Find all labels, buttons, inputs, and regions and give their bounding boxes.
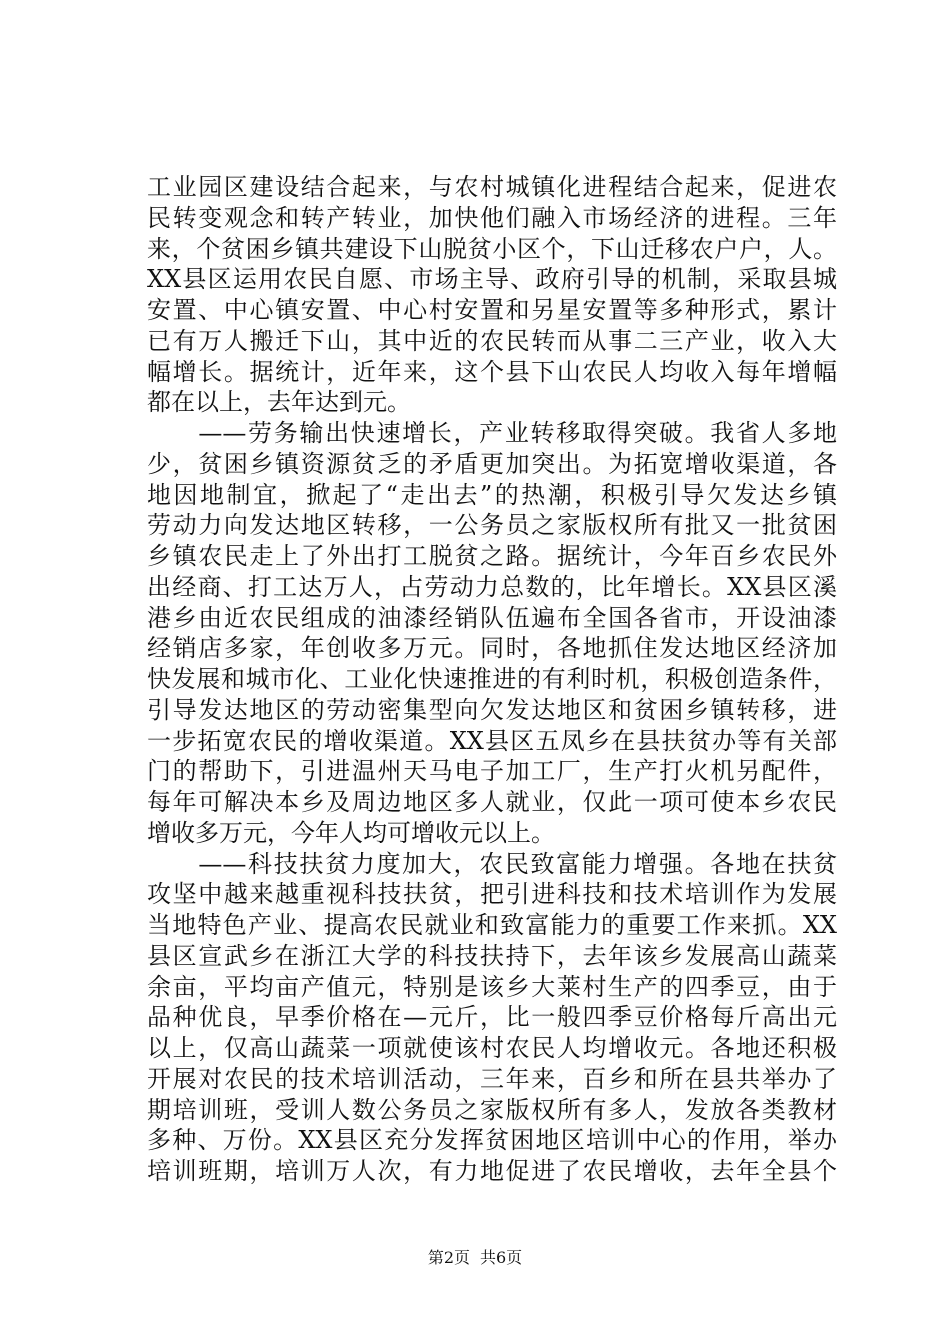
text-line: 攻坚中越来越重视科技扶贫，把引进科技和技术培训作为发展 bbox=[147, 880, 837, 909]
body-text bbox=[147, 172, 837, 1187]
text-line: 以上，仅高山蔬菜一项就使该村农民人均增收元。各地还积极 bbox=[147, 1034, 837, 1062]
text-line: 余亩，平均亩产值元，特别是该乡大莱村生产的四季豆，由于 bbox=[147, 972, 837, 1001]
text-line: 少，贫困乡镇资源贫乏的矛盾更加突出。为拓宽增收渠道，各 bbox=[147, 449, 837, 478]
text-line: 民转变观念和转产转业，加快他们融入市场经济的进程。三年 bbox=[147, 203, 837, 232]
text-line: 品种优良，早季价格在—元斤，比一般四季豆价格每斤高出元 bbox=[147, 1003, 837, 1032]
page-total: 共6页 bbox=[480, 1248, 523, 1267]
text-line: 县区宣武乡在浙江大学的科技扶持下，去年该乡发展高山蔬菜 bbox=[147, 941, 837, 970]
text-line: 幅增长。据统计，近年来，这个县下山农民人均收入每年增幅 bbox=[147, 357, 837, 386]
text-line: 乡镇农民走上了外出打工脱贫之路。据统计，今年百乡农民外 bbox=[147, 542, 837, 570]
text-line: 增收多万元，今年人均可增收元以上。 bbox=[147, 818, 555, 847]
text-line: 地因地制宜，掀起了“走出去”的热潮，积极引导欠发达乡镇 bbox=[147, 480, 837, 509]
text-line: XX县区运用农民自愿、市场主导、政府引导的机制，采取县城 bbox=[147, 265, 837, 294]
text-line: 一步拓宽农民的增收渠道。XX县区五凤乡在县扶贫办等有关部 bbox=[147, 726, 837, 755]
text-line: 经销店多家，年创收多万元。同时，各地抓住发达地区经济加 bbox=[147, 634, 837, 663]
text-line: 培训班期，培训万人次，有力地促进了农民增收，去年全县个 bbox=[147, 1157, 837, 1185]
text-line: ——劳务输出快速增长，产业转移取得突破。我省人多地 bbox=[147, 419, 837, 447]
text-line: 期培训班，受训人数公务员之家版权所有多人，发放各类教材 bbox=[147, 1095, 837, 1124]
text-line: 出经商、打工达万人，占劳动力总数的，比年增长。XX县区溪 bbox=[147, 572, 837, 601]
text-line: 已有万人搬迁下山，其中近的农民转而从事二三产业，收入大 bbox=[147, 326, 837, 355]
page-footer bbox=[0, 1248, 950, 1268]
text-line: 多种、万份。XX县区充分发挥贫困地区培训中心的作用，举办 bbox=[147, 1126, 837, 1155]
text-line: 门的帮助下，引进温州天马电子加工厂，生产打火机另配件， bbox=[147, 757, 837, 786]
text-line: 都在以上，去年达到元。 bbox=[147, 388, 411, 417]
text-line: 每年可解决本乡及周边地区多人就业，仅此一项可使本乡农民 bbox=[147, 788, 837, 816]
text-line: 当地特色产业、提高农民就业和致富能力的重要工作来抓。XX bbox=[147, 911, 837, 939]
text-line: 引导发达地区的劳动密集型向欠发达地区和贫困乡镇转移，进 bbox=[147, 695, 837, 724]
page-number: 第2页 bbox=[427, 1248, 470, 1267]
text-line: 来，个贫困乡镇共建设下山脱贫小区个，下山迁移农户户，人。 bbox=[147, 234, 837, 263]
text-line: ——科技扶贫力度加大，农民致富能力增强。各地在扶贫 bbox=[147, 849, 837, 878]
text-line: 港乡由近农民组成的油漆经销队伍遍布全国各省市，开设油漆 bbox=[147, 603, 837, 632]
text-line: 工业园区建设结合起来，与农村城镇化进程结合起来，促进农 bbox=[147, 173, 837, 201]
text-line: 安置、中心镇安置、中心村安置和另星安置等多种形式，累计 bbox=[147, 296, 837, 324]
text-line: 快发展和城市化、工业化快速推进的有利时机，积极创造条件， bbox=[147, 665, 837, 693]
text-line: 开展对农民的技术培训活动，三年来，百乡和所在县共举办了 bbox=[147, 1064, 837, 1093]
text-line: 劳动力向发达地区转移，一公务员之家版权所有批又一批贫困 bbox=[147, 511, 837, 540]
